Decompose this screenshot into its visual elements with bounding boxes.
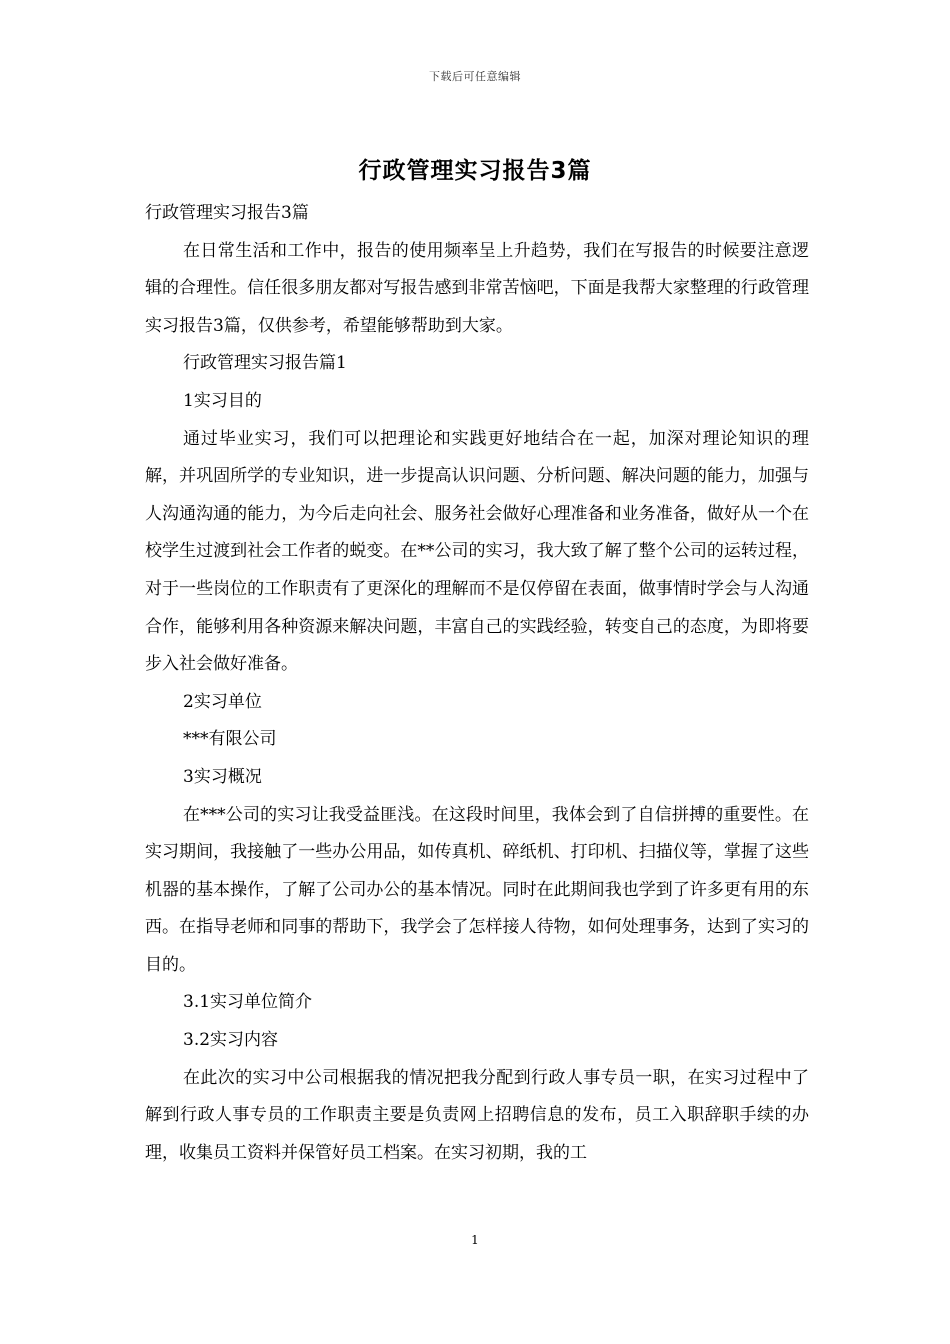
section-heading: 3.2实习内容 (183, 1030, 279, 1051)
section-heading: 3实习概况 (183, 766, 262, 787)
document-title: 行政管理实习报告3篇 (358, 158, 592, 184)
intro-paragraph: 在日常生活和工作中，报告的使用频率呈上升趋势，我们在写报告的时候要注意逻辑的合理性。信任很多朋友都对写报告感到非常苦恼吧，下面是我帮大家整理的行政管理实习报告3篇，仅供参考，希望能够帮助到大家。 (145, 240, 809, 336)
body-paragraph: 在***公司的实习让我受益匪浅。在这段时间里，我体会到了自信拼搏的重要性。在实习期间，我接触了一些办公用品，如传真机、碎纸机、打印机、扫描仪等，掌握了这些机器的基本操作，了解了公司办公的基本情况。同时在此期间我也学到了许多更有用的东西。在指导老师和同事的帮助下，我学会了怎样接人待物，如何处理事务，达到了实习的目的。 (145, 804, 809, 975)
body-paragraph: 在此次的实习中公司根据我的情况把我分配到行政人事专员一职，在实习过程中了解到行政人事专员的工作职责主要是负责网上招聘信息的发布，员工入职辞职手续的办理，收集员工资料并保管好员工档案。在实习初期，我的工 (145, 1067, 809, 1163)
section-heading: 1实习目的 (183, 390, 262, 411)
header-note: 下载后可任意编辑 (429, 70, 521, 83)
document-body (145, 195, 809, 1172)
body-paragraph: ***有限公司 (183, 729, 277, 750)
page-number: 1 (471, 1233, 479, 1247)
subtitle-paragraph: 行政管理实习报告3篇 (145, 203, 309, 223)
section-heading: 2实习单位 (183, 691, 262, 712)
section-heading: 行政管理实习报告篇1 (183, 353, 347, 374)
body-paragraph: 通过毕业实习，我们可以把理论和实践更好地结合在一起，加深对理论知识的理解，并巩固所学的专业知识，进一步提高认识问题、分析问题、解决问题的能力，加强与人沟通沟通的能力，为今后走向社会、服务社会做好心理准备和业务准备，做好从一个在校学生过渡到社会工作者的蜕变。在**公司的实习，我大致了解了整个公司的运转过程，对于一些岗位的工作职责有了更深化的理解而不是仅停留在表面，做事情时学会与人沟通合作，能够利用各种资源来解决问题，丰富自己的实践经验，转变自己的态度，为即将要步入社会做好准备。 (145, 428, 809, 675)
section-heading: 3.1实习单位简介 (183, 992, 313, 1013)
